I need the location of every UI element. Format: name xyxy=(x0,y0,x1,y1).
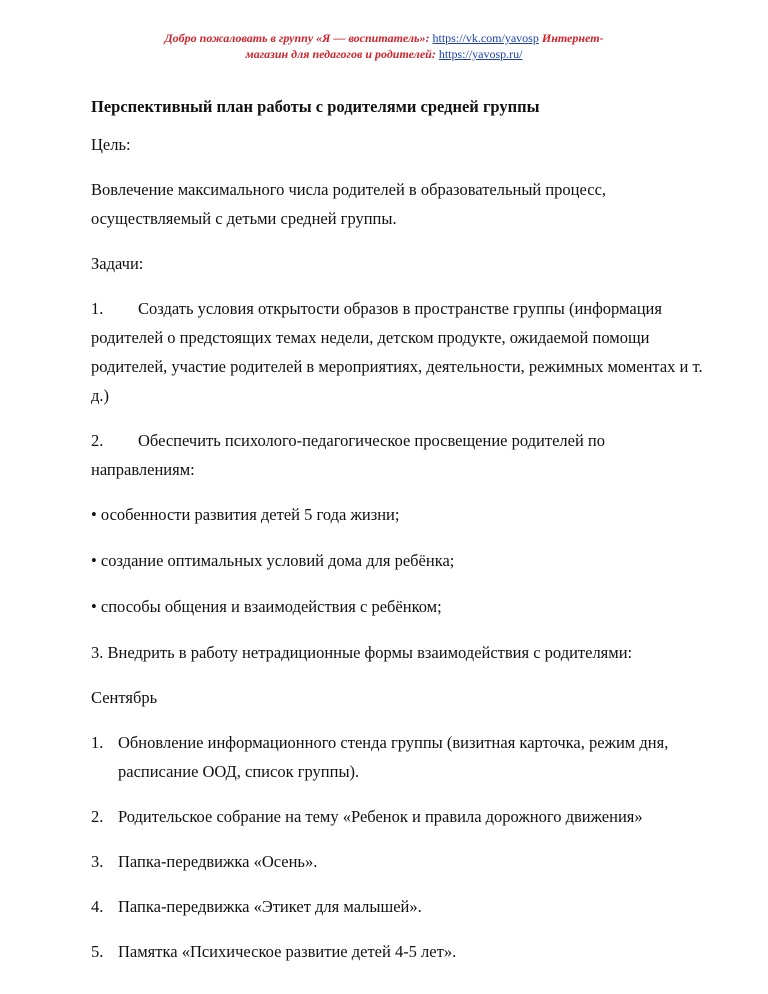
tasks-label: Задачи: xyxy=(91,254,144,273)
header-shop-text-start: Интернет- xyxy=(541,31,604,45)
document-body xyxy=(91,92,711,982)
header-line-2 xyxy=(100,46,668,62)
list-item xyxy=(91,892,711,921)
shop-link[interactable]: https://yavosp.ru/ xyxy=(438,47,523,61)
header-line-1 xyxy=(100,30,668,46)
task-1 xyxy=(91,294,711,410)
list-item xyxy=(91,937,711,966)
list-item xyxy=(91,847,711,876)
september-plan-list xyxy=(91,728,711,966)
bullet-item: • создание оптимальных условий дома для ребёнка; xyxy=(91,551,455,570)
list-item-text: Папка-передвижка «Осень». xyxy=(118,852,318,871)
list-item-number: 3. xyxy=(91,852,104,871)
bullet-item: • способы общения и взаимодействия с ребёнком; xyxy=(91,597,442,616)
list-item-text: Папка-передвижка «Этикет для малышей». xyxy=(118,897,422,916)
list-item xyxy=(91,728,711,786)
list-item-number: 4. xyxy=(91,897,104,916)
header-welcome-text: Добро пожаловать в группу «Я — воспитатель»: xyxy=(164,31,430,45)
goal-label: Цель: xyxy=(91,135,131,154)
task-3: 3. Внедрить в работу нетрадиционные формы взаимодействия с родителями: xyxy=(91,643,633,662)
list-item-number: 2. xyxy=(91,807,104,826)
task-1-text: Создать условия открытости образов в пространстве группы (информация родителей о предстоящих темах недели, детском продукте, ожидаемой помощи родителей, участие родителей в мероприятиях, деятельности, режимных моментах и т. д.) xyxy=(91,299,703,405)
header-shop-text: магазин для педагогов и родителей: xyxy=(245,47,436,61)
task-2 xyxy=(91,426,711,484)
document-title: Перспективный план работы с родителями средней группы xyxy=(91,97,540,116)
page-header xyxy=(100,30,668,62)
task-2-number: 2. xyxy=(91,431,104,450)
task-1-number: 1. xyxy=(91,299,104,318)
bullet-item: • особенности развития детей 5 года жизни; xyxy=(91,505,400,524)
list-item-text: Обновление информационного стенда группы (визитная карточка, режим дня, расписание ООД, список группы). xyxy=(118,733,669,781)
list-item-number: 5. xyxy=(91,942,104,961)
list-item-text: Родительское собрание на тему «Ребенок и правила дорожного движения» xyxy=(118,807,643,826)
list-item-text: Памятка «Психическое развитие детей 4-5 лет». xyxy=(118,942,457,961)
list-item xyxy=(91,802,711,831)
task-2-text: Обеспечить психолого-педагогическое просвещение родителей по направлениям: xyxy=(91,431,605,479)
month-heading: Сентябрь xyxy=(91,688,158,707)
list-item-number: 1. xyxy=(91,733,104,752)
goal-text: Вовлечение максимального числа родителей в образовательный процесс, осуществляемый с детьми средней группы. xyxy=(91,180,607,228)
vk-group-link[interactable]: https://vk.com/yavosp xyxy=(432,31,539,45)
